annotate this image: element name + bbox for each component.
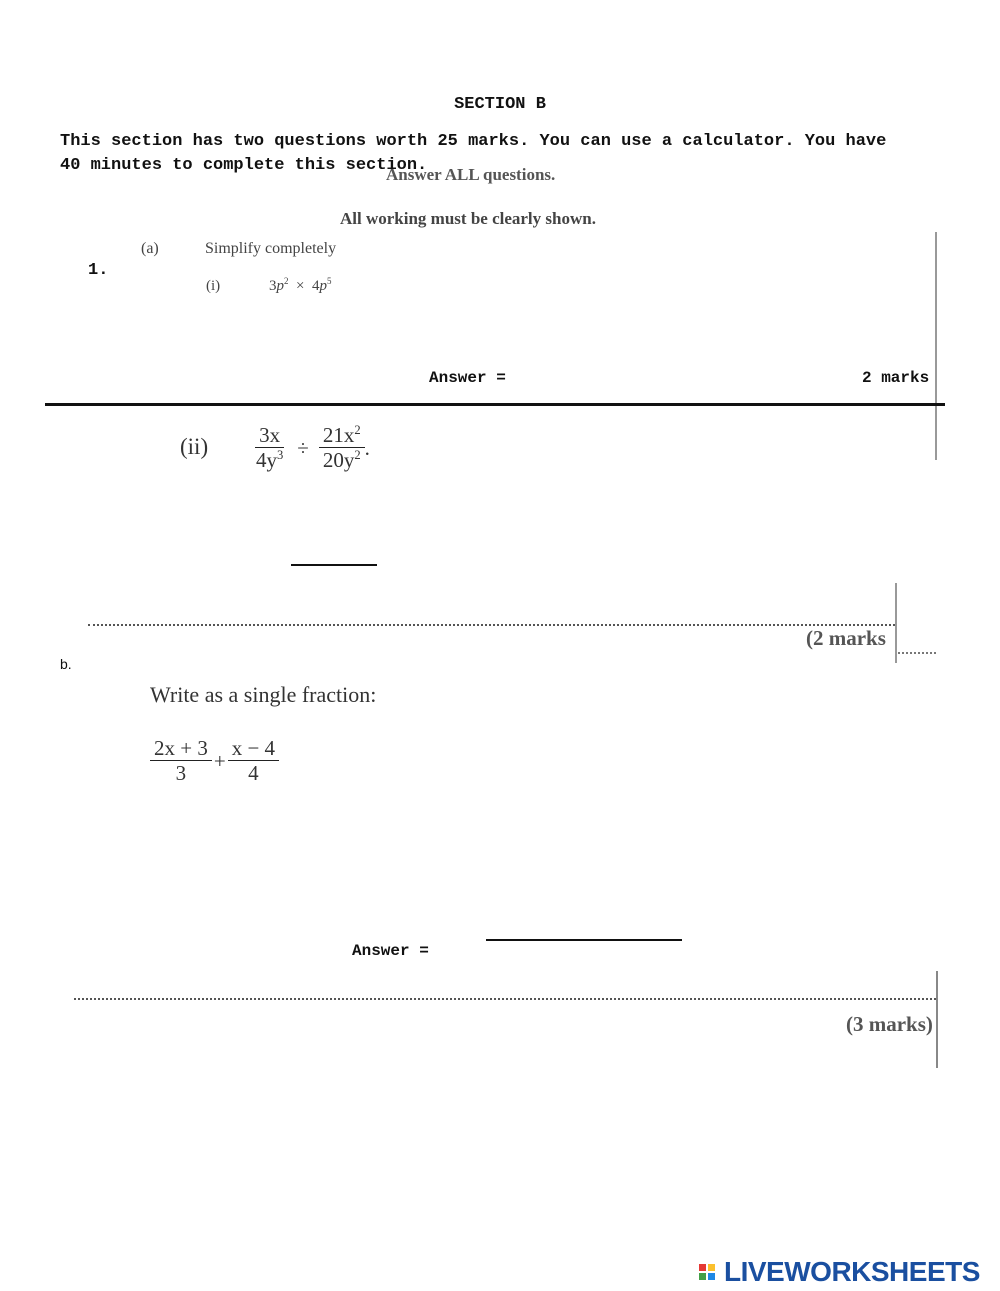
fraction-b-two: $\frac{x - 4}{4}$ [228, 737, 279, 785]
answer-label-b: Answer = [352, 942, 429, 960]
sub-i-expression: $3p^2 \times 4p^5$ [269, 276, 332, 294]
marks-dots-ii [898, 652, 936, 654]
marks-ii: (2 marks [806, 626, 886, 650]
answer-blank-ii[interactable] [291, 564, 377, 566]
fraction-b-one: $\frac{2x + 3}{3}$ [150, 737, 212, 785]
answer-blank-b[interactable] [486, 939, 682, 941]
sub-ii-expression: $\frac{3x}{4y^3}$ ÷ $\frac{21x^2}{20y^2}$ . [252, 424, 370, 472]
fraction-one: $\frac{3x}{4y^3}$ [256, 423, 284, 473]
section-title: SECTION B [454, 95, 546, 114]
working-instruction: All working must be clearly shown. [340, 209, 596, 228]
brand-name: LIVEWORKSHEETS [724, 1256, 980, 1287]
part-b-expression: $\frac{2x + 3}{3}$ + $\frac{x - 4}{4}$ [150, 737, 279, 785]
margin-line-1 [935, 232, 937, 460]
section-intro: This section has two questions worth 25 marks. You can use a calculator. You have 40 minutes to complete this section. [60, 132, 887, 175]
answer-all-instruction: Answer ALL questions. [386, 165, 556, 184]
dotted-rule-ii [88, 624, 895, 626]
part-a-label: (a) [141, 240, 159, 257]
part-b-label: b. [60, 656, 72, 672]
brand-icon [698, 1263, 720, 1281]
brand-logo [698, 1256, 980, 1288]
marks-i: 2 marks [862, 369, 930, 387]
answer-label-i: Answer = [429, 369, 506, 387]
sub-i-label: (i) [206, 278, 221, 294]
fraction-two: $\frac{21x^2}{20y^2}$ [319, 424, 365, 472]
question-number: 1. [88, 261, 109, 280]
marks-b: (3 marks) [846, 1012, 933, 1036]
divider-rule [45, 403, 945, 406]
part-a-text: Simplify completely [205, 240, 337, 257]
margin-line-2 [895, 583, 897, 663]
sub-ii-label: (ii) [180, 434, 209, 459]
part-b-instruction: Write as a single fraction: [150, 682, 377, 707]
dotted-rule-b [74, 998, 936, 1000]
margin-line-3 [936, 971, 938, 1068]
